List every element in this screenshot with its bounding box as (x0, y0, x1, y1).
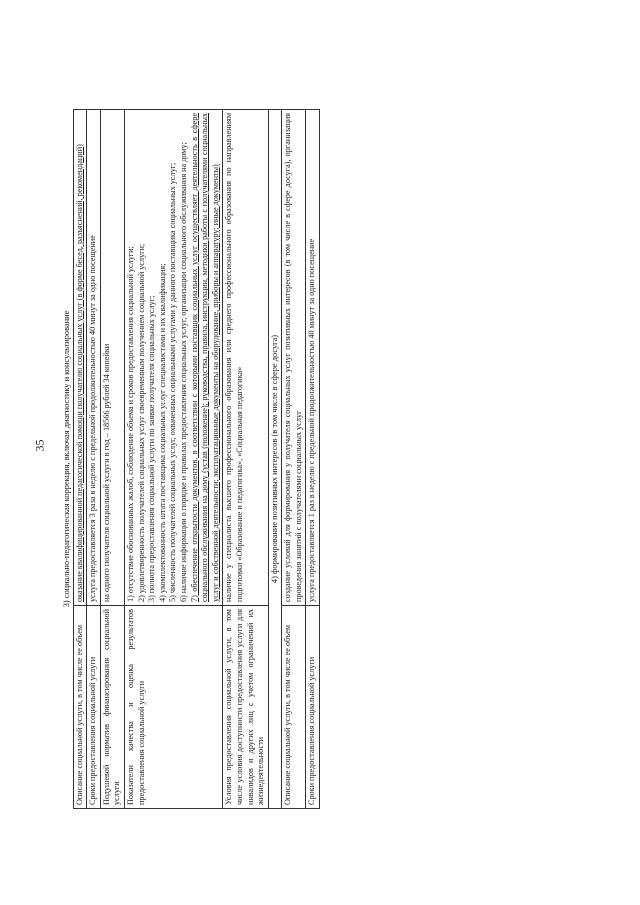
table-row (87, 110, 101, 809)
table-row (306, 110, 320, 809)
row-value: услуга предоставляется 1 раз в неделю с предельной продолжительностью 40 минут за одно посещение (306, 110, 320, 606)
row-label: Описание социальной услуги, в том числе ее объем (282, 606, 306, 809)
list-item: 4) укомплектованность штата поставщика социальных услуг специалистами и их квалификация; (157, 263, 167, 602)
document-table-block (61, 109, 320, 809)
list-item: 6) наличие информации о порядке и правилах предоставления социальных услуг, организации социального обслуживания на дому; (178, 142, 188, 602)
row-label: Сроки предоставления социальной услуги (306, 606, 320, 809)
section-heading-3: 3) социально-педагогическая коррекция, включая диагностику и консультирование (62, 310, 71, 608)
row-value: наличие у специалиста высшего профессионального образования или среднего профессионального образования по направлениям подготовки «Образование и педагогика», «Социальная педагогика» (223, 110, 268, 606)
services-table (73, 109, 320, 809)
row-label: Показатели качества и оценка результатов предоставления социальной услуги (124, 606, 222, 809)
list-item: 2) удовлетворенность получателей социальных услуг своевременным получением социальной услуги; (136, 243, 146, 602)
list-item: 7) обеспечение открытости документов, в соответствии с которыми поставщик социальных услуг осуществляет деятельность в сфере социального обслуживания на дому (устав (положение); руководства, правила, инструкции, методики работы с получателями социальных услуг и собственной деятельности; эксплуатационные документы на оборудование, приборы и аппаратуру; иные документы) (189, 113, 220, 602)
table-row (223, 110, 268, 809)
table-row (100, 110, 124, 809)
section-heading-4: 4) формирование позитивных интересов (в том числе в сфере досуга) (268, 110, 282, 809)
row-value (73, 110, 87, 606)
row-label: Описание социальной услуги, в том числе ее объем (73, 606, 87, 809)
list-item: 5) численность получателей социальных услуг, охваченных социальными услугами у данного поставщика социальных услуг; (168, 162, 178, 602)
row-label: Условия предоставления социальной услуги, в том числе условия доступности предоставления услуги для инвалидов и других лиц с учетом ограничений их жизнедеятельности (223, 606, 268, 809)
list-item: 1) отсутствие обоснованных жалоб, соблюдение объема и сроков предоставления социальной услуги; (125, 246, 135, 602)
section-heading-row (268, 110, 282, 809)
row-label: Подушевой норматив финансирования социальной услуги (100, 606, 124, 809)
row-value: услуга предоставляется 3 раза в неделю с предельной продолжительностью 40 минут за одно посещение (87, 110, 101, 606)
row-value: на одного получателя социальной услуги в год – 18566 рублей 34 копейки (100, 110, 124, 606)
row-value-text: оказание квалифицированной педагогической помощи получателю социальных услуг (в форме бесед, разъяснений, рекомендаций) (74, 144, 84, 602)
table-row (124, 110, 222, 809)
table-row (282, 110, 306, 809)
table-row (73, 110, 87, 809)
quality-indicators-list (124, 110, 222, 606)
list-item: 3) полнота предоставления социальной услуги по заявке получателя социальных услуг; (147, 295, 157, 602)
page-number: 35 (32, 439, 47, 452)
row-label: Сроки предоставления социальной услуги (87, 606, 101, 809)
row-value: создание условий для формирования у получателя социальных услуг позитивных интересов (в том числе в сфере досуга), организация проведения занятий с получателями социальных услуг (282, 110, 306, 606)
